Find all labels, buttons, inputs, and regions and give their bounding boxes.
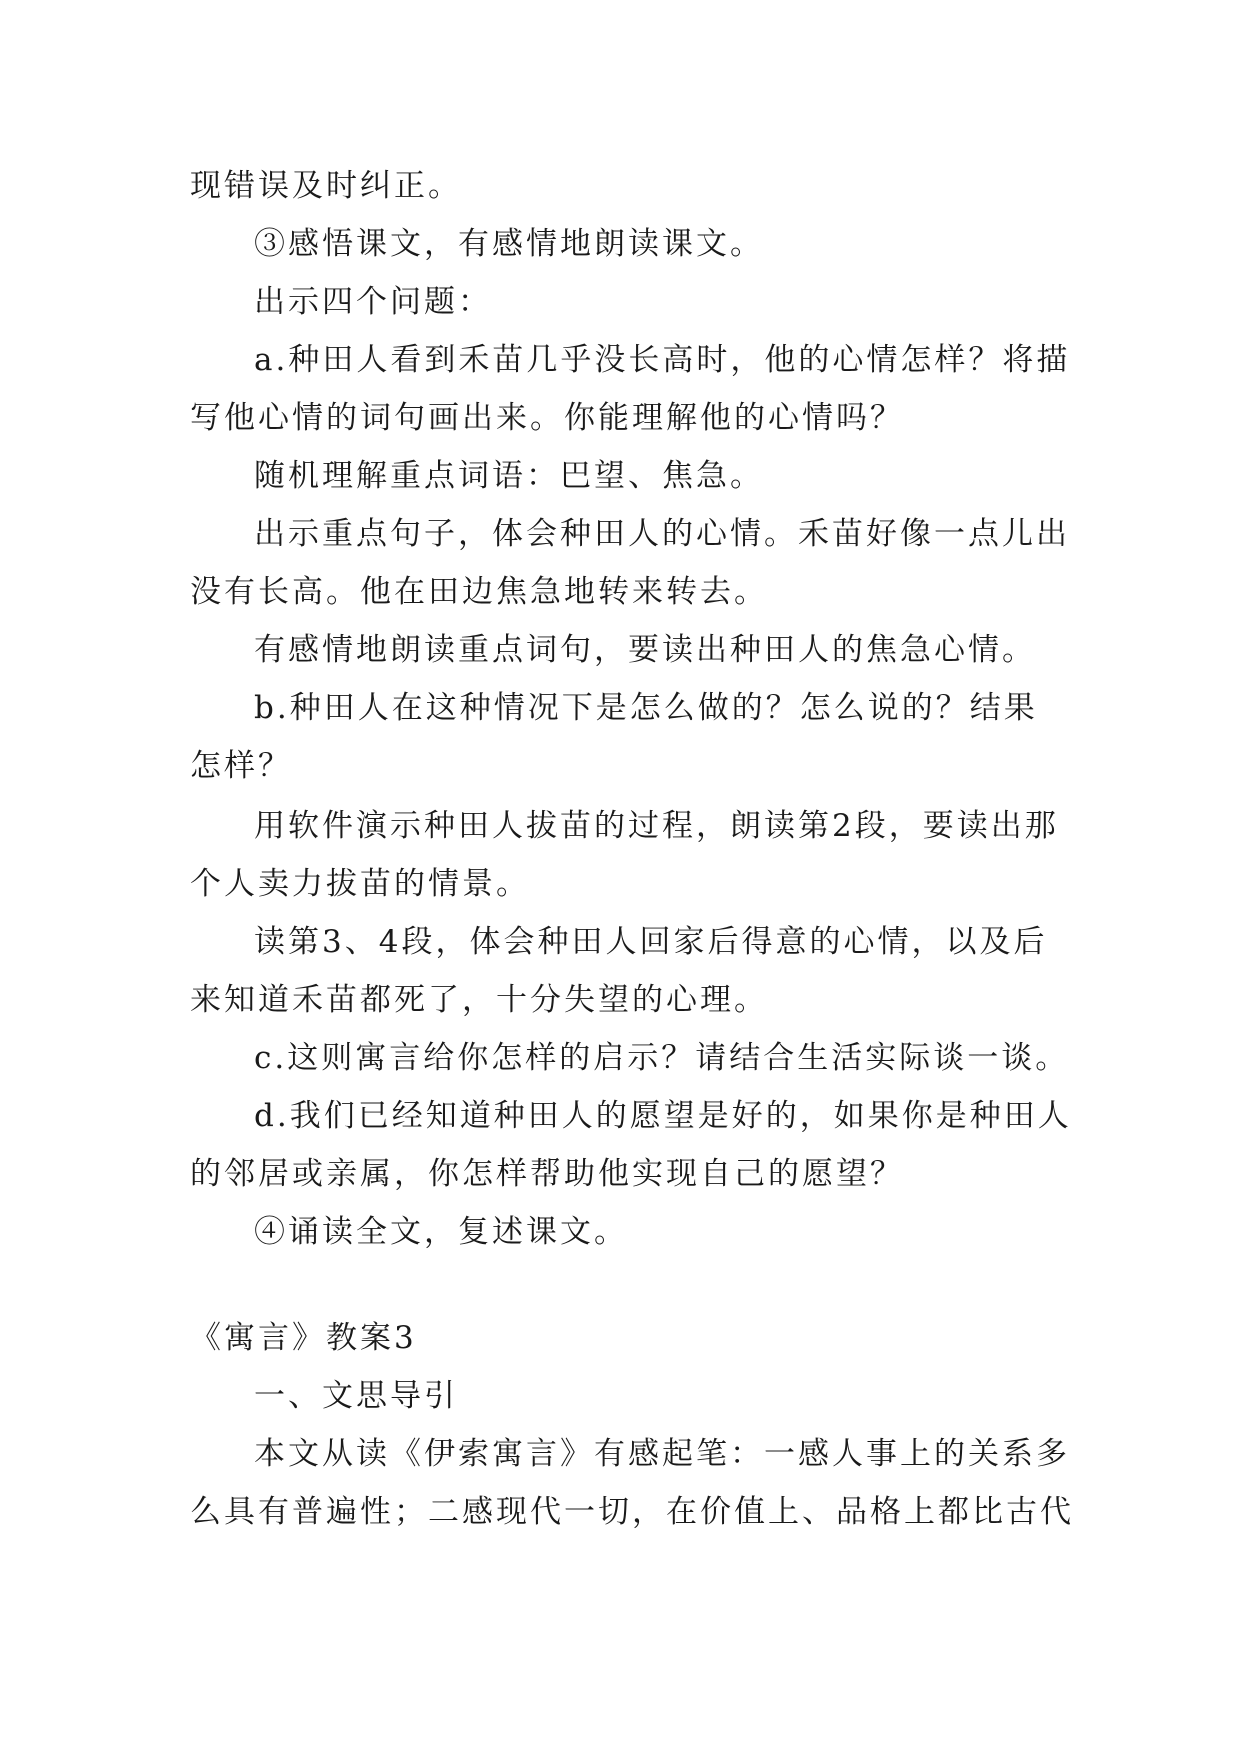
- text-line: 没有长高。他在田边焦急地转来转去。: [190, 574, 768, 610]
- text-line: 个人卖力拔苗的情景。: [190, 866, 530, 902]
- section-heading: 一、文思导引: [254, 1378, 458, 1414]
- text-line: 的邻居或亲属，你怎样帮助他实现自己的愿望？: [190, 1156, 904, 1192]
- text-line: 读第3、4段，体会种田人回家后得意的心情，以及后: [254, 924, 1048, 960]
- text-line: b.种田人在这种情况下是怎么做的？怎么说的？结果: [254, 690, 1038, 726]
- text-line: c.这则寓言给你怎样的启示？请结合生活实际谈一谈。: [254, 1040, 1070, 1076]
- text-line: 出示四个问题：: [254, 284, 492, 320]
- text-line: 现错误及时纠正。: [190, 168, 462, 204]
- text-line: 随机理解重点词语：巴望、焦急。: [254, 458, 764, 494]
- text-line: 么具有普遍性；二感现代一切，在价值上、品格上都比古代: [190, 1494, 1074, 1530]
- text-line: ④诵读全文，复述课文。: [254, 1214, 628, 1250]
- section-title: 《寓言》教案3: [190, 1320, 417, 1356]
- text-line: 写他心情的词句画出来。你能理解他的心情吗？: [190, 400, 904, 436]
- text-line: ③感悟课文，有感情地朗读课文。: [254, 226, 764, 262]
- text-line: 本文从读《伊索寓言》有感起笔：一感人事上的关系多: [254, 1436, 1070, 1472]
- text-line: 怎样？: [190, 748, 292, 784]
- text-line: 有感情地朗读重点词句，要读出种田人的焦急心情。: [254, 632, 1036, 668]
- text-line: 来知道禾苗都死了，十分失望的心理。: [190, 982, 768, 1018]
- text-line: a.种田人看到禾苗几乎没长高时，他的心情怎样？将描: [254, 342, 1071, 378]
- text-line: d.我们已经知道种田人的愿望是好的，如果你是种田人: [254, 1098, 1072, 1134]
- text-line: 用软件演示种田人拔苗的过程，朗读第2段，要读出那: [254, 808, 1059, 844]
- text-line: 出示重点句子，体会种田人的心情。禾苗好像一点儿出: [254, 516, 1070, 552]
